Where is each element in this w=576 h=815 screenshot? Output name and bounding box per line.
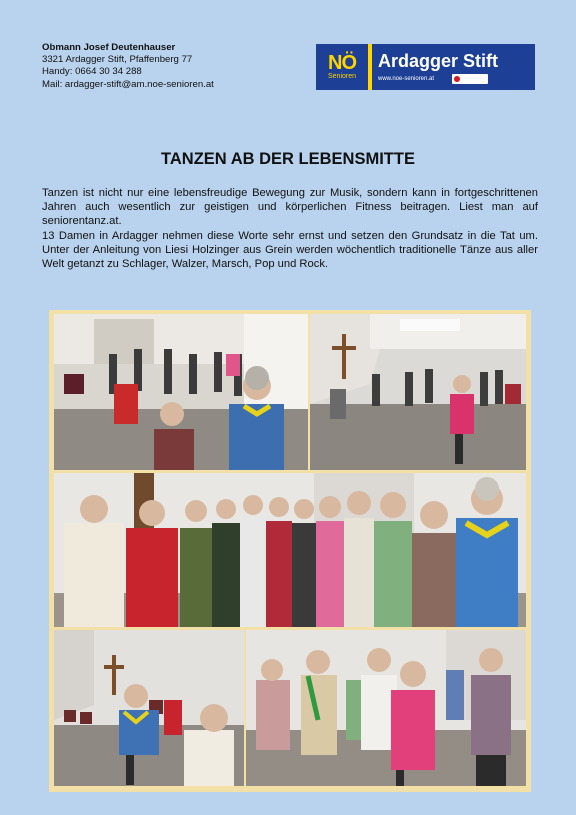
article-paragraph-1: Tanzen ist nicht nur eine lebensfreudige Bewegung zur Musik, sondern kann in fortgeschrittenen Jahren auch wesentlich zur geistigen und körperlichen Fitness beitragen. Liest man auf seniorentanz.at.	[42, 187, 538, 228]
noe-mark	[316, 44, 368, 90]
logo-title: Ardagger Stift	[378, 50, 499, 71]
logo-divider	[368, 44, 372, 90]
article-body	[42, 186, 538, 271]
noe-sub-text: Senioren	[327, 73, 357, 80]
photo-group-image	[54, 473, 526, 627]
photo-dance-circle-image	[54, 314, 308, 470]
photo-dance-circle	[54, 314, 308, 470]
photo-dancers-right-image	[246, 630, 526, 786]
photo-dancers-left	[54, 630, 244, 786]
photo-dancers-left-image	[54, 630, 244, 786]
photo-collage	[49, 310, 531, 792]
article-title: TANZEN AB DER LEBENSMITTE	[161, 150, 415, 168]
photo-dancers-right	[246, 630, 526, 786]
contact-mail: Mail: ardagger-stift@am.noe-senioren.at	[42, 78, 214, 90]
noe-mark-text: NÖ	[328, 52, 356, 74]
photo-room-cross-image	[310, 314, 526, 470]
logo-url: www.noe-senioren.at	[378, 75, 435, 82]
contact-phone: Handy: 0664 30 34 288	[42, 66, 142, 78]
contact-name: Obmann Josef Deutenhauser	[42, 42, 176, 53]
contact-address: 3321 Ardagger Stift, Pfaffenberg 77	[42, 54, 193, 66]
article-paragraph-2: 13 Damen in Ardagger nehmen diese Worte sehr ernst und setzen den Grundsatz in die Tat um. Unter der Anleitung von Liesi Holzinger aus Grein werden wöchentlich traditionelle Tänze aus aller Welt getanzt zu Schlager, Walzer, Marsch, Pop und Rock.	[42, 229, 538, 271]
photo-room-cross	[310, 314, 526, 470]
logo-badge-icon	[452, 74, 488, 84]
contact-block	[42, 42, 214, 91]
photo-group	[54, 473, 526, 627]
noe-senioren-logo	[316, 44, 535, 90]
